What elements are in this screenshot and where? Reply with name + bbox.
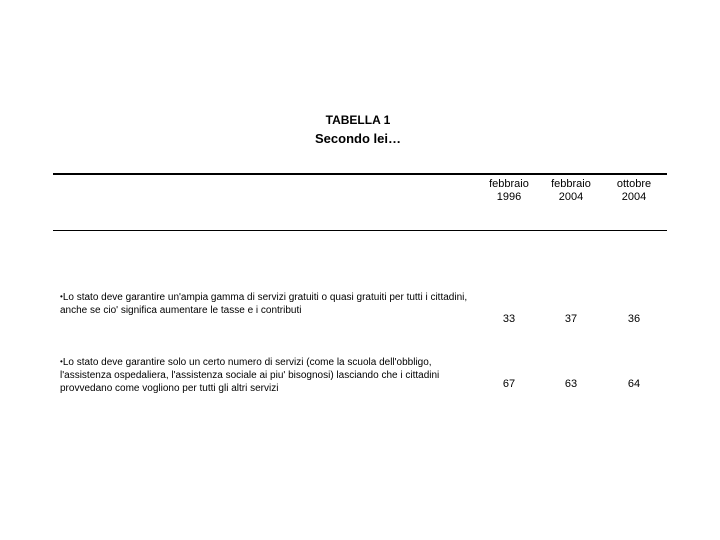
bullet-icon: • [60,292,63,301]
column-header-month: febbraio [551,178,591,190]
row-label-text: Lo stato deve garantire un'ampia gamma di servizi gratuiti o quasi gratuiti per tutti i cittadini, anche se cio' significa aumentare le tasse e i contributi [60,292,468,316]
column-header-feb-2004 [536,178,606,204]
column-header-oct-2004 [599,178,669,204]
row-label-text: Lo stato deve garantire solo un certo numero di servizi (come la scuola dell'obbligo, l'assistenza ospedaliera, l'assistenza sociale ai piu' bisognosi) lasciando che i cittadini provvedano come vogliono per tutti gli altri servizi [60,357,440,394]
table-cell: 67 [502,378,516,390]
table-cell: 64 [627,378,641,390]
row-label-1 [60,290,480,317]
table-cell: 37 [564,313,578,325]
row-label-2 [60,355,480,395]
column-header-month: febbraio [489,178,529,190]
bullet-icon: • [60,357,63,366]
table-cell: 36 [627,313,641,325]
column-header-year: 2004 [621,191,647,203]
table-cell: 63 [564,378,578,390]
table-cell: 33 [502,313,516,325]
top-rule [53,173,667,175]
column-header-year: 2004 [558,191,584,203]
table-title: TABELLA 1 [325,113,391,127]
column-header-month: ottobre [616,178,652,190]
column-header-feb-1996 [474,178,544,204]
column-header-year: 1996 [496,191,522,203]
header-rule [53,230,667,231]
table-subtitle: Secondo lei… [315,131,401,146]
